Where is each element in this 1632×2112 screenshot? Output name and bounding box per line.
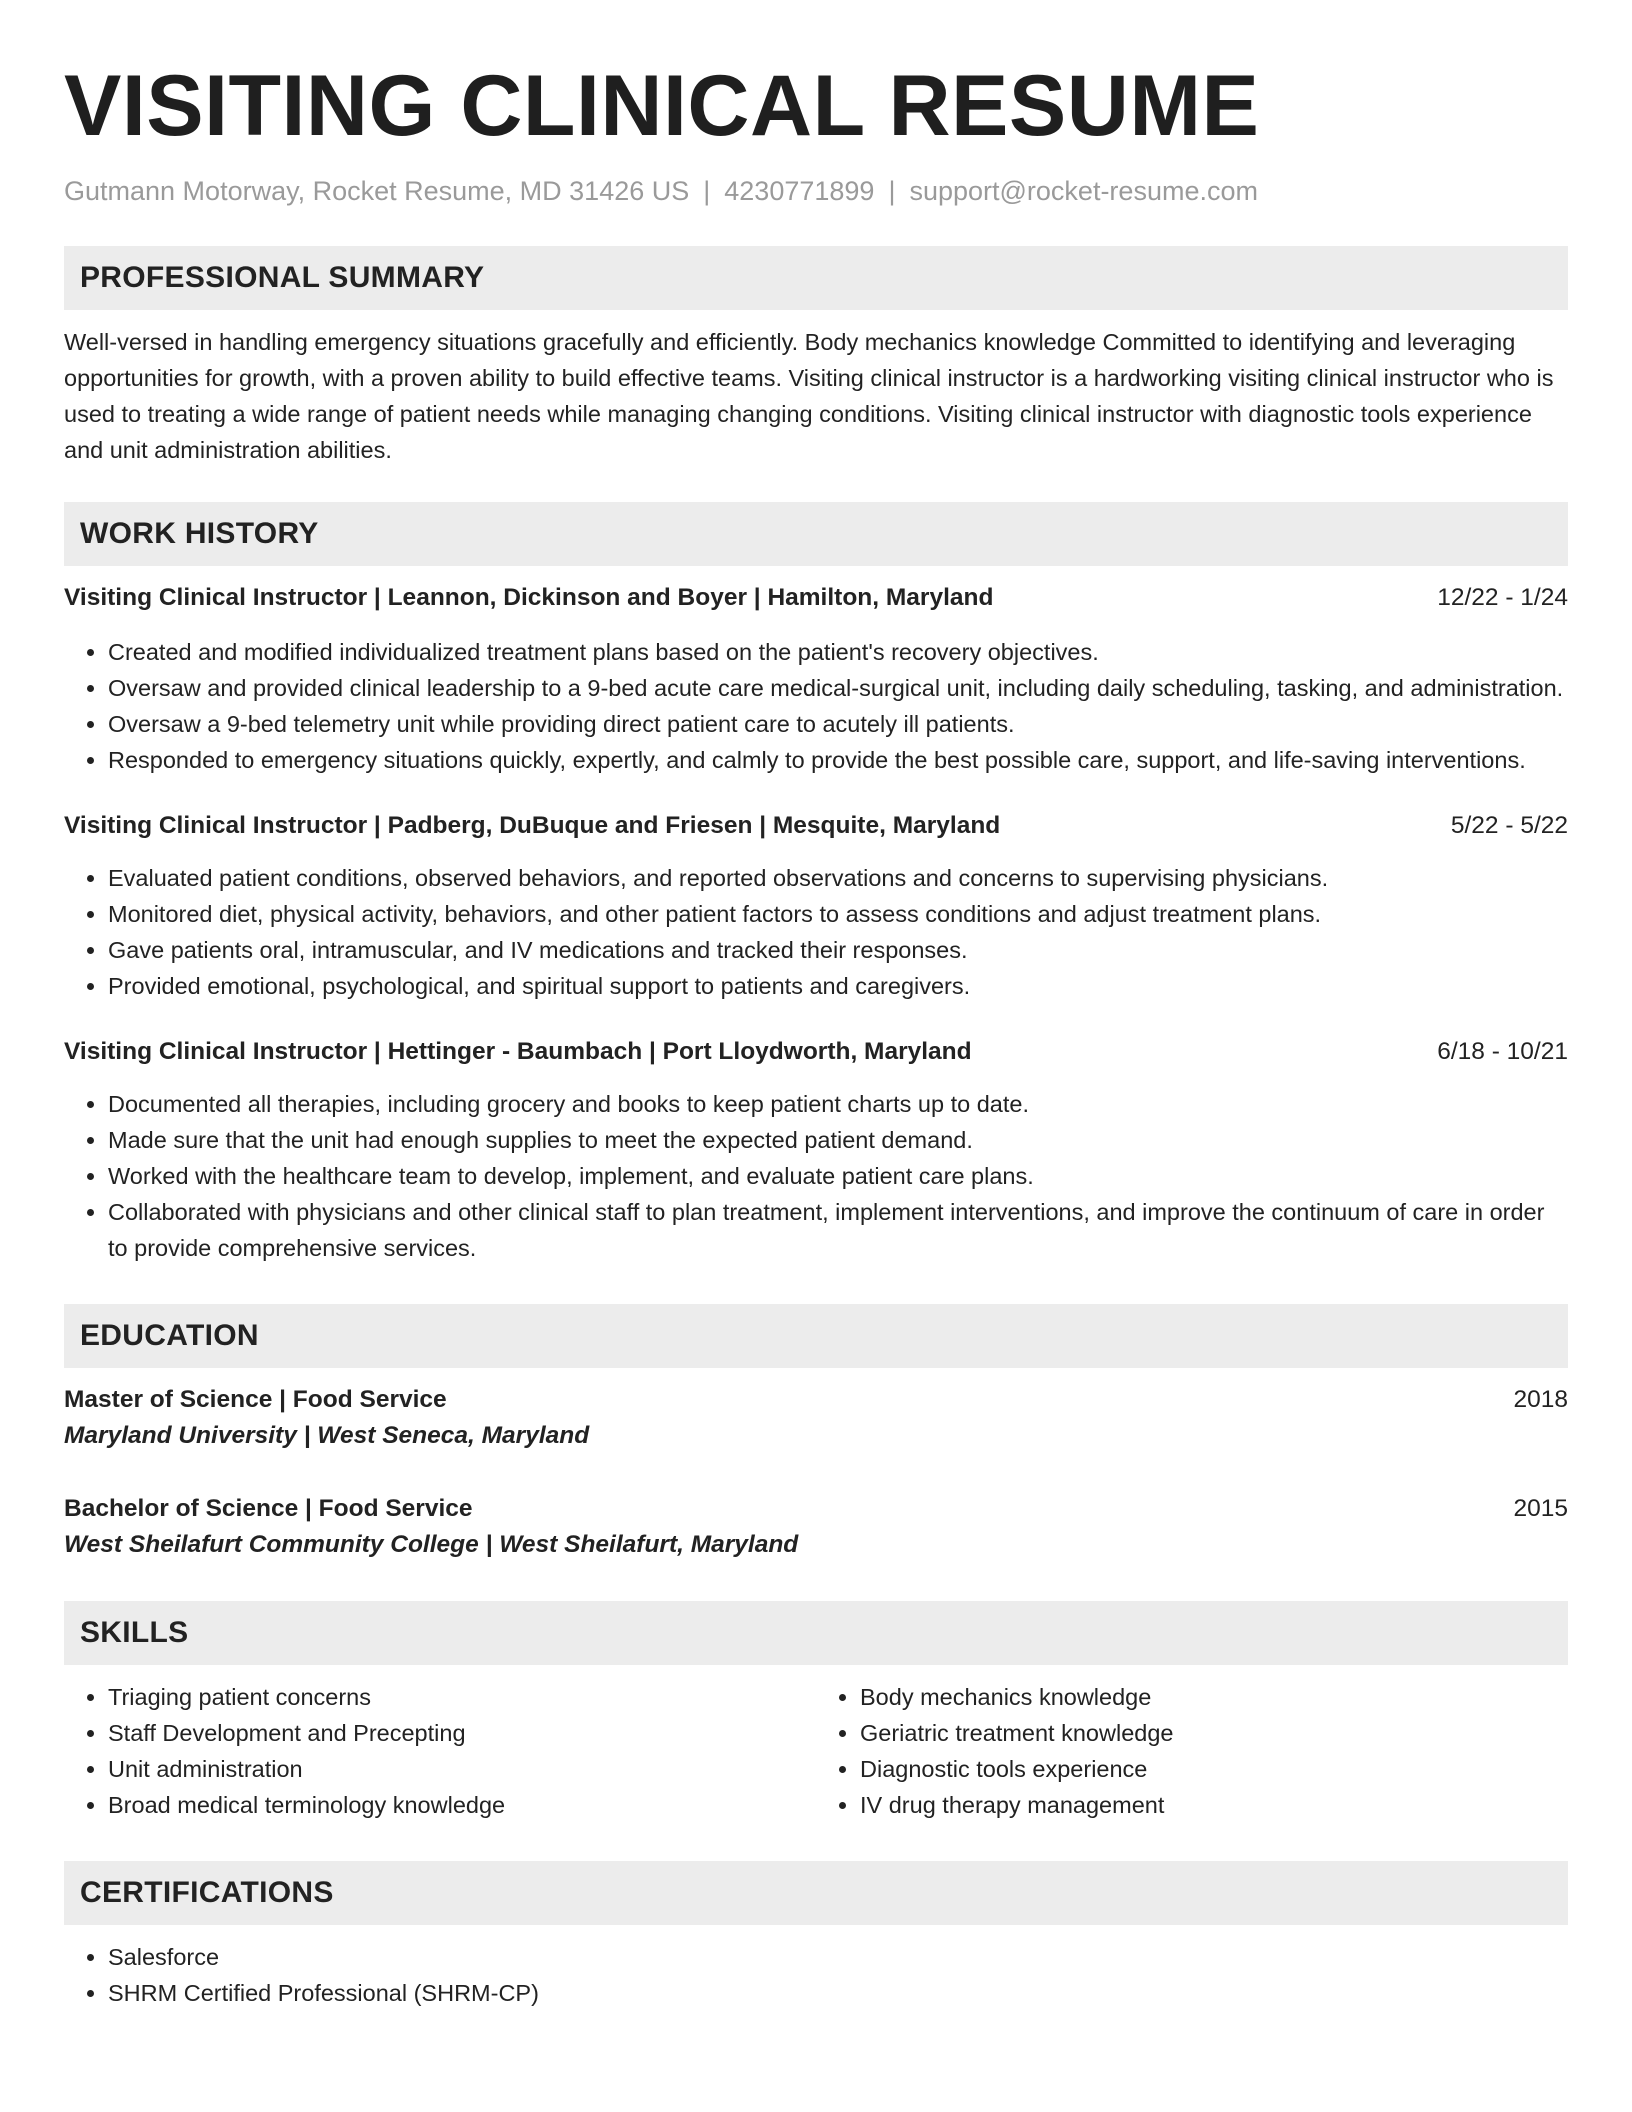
- job-bullets: [64, 860, 1568, 1004]
- section-heading-summary: PROFESSIONAL SUMMARY: [64, 246, 1568, 310]
- skill-item: • IV drug therapy management: [860, 1787, 1568, 1823]
- certifications-list: [64, 1939, 1568, 2011]
- education-school: Maryland University | West Seneca, Maryland: [64, 1422, 590, 1449]
- job-date: 12/22 - 1/24: [1437, 584, 1568, 611]
- job-bullets: [64, 1086, 1568, 1266]
- job-bullet: • Monitored diet, physical activity, behaviors, and other patient factors to assess conditions and adjust treatment plans.: [108, 896, 1568, 932]
- education-header: [64, 1491, 1568, 1527]
- skill-item: • Staff Development and Precepting: [108, 1715, 816, 1751]
- contact-phone: 4230771899: [724, 176, 875, 206]
- skill-item: • Diagnostic tools experience: [860, 1751, 1568, 1787]
- summary-text: Well-versed in handling emergency situations gracefully and efficiently. Body mechanics knowledge Committed to identifying and leveraging opportunities for growth, with a proven ability to build effective teams. Visiting clinical instructor is a hardworking visiting clinical instructor who is used to treating a wide range of patient needs while managing changing conditions. Visiting clinical instructor with diagnostic tools experience and unit administration abilities.: [64, 329, 1554, 463]
- education-entry: [64, 1382, 1568, 1454]
- skills-column-left: [64, 1679, 816, 1823]
- resume-title: VISITING CLINICAL RESUME: [64, 58, 1260, 154]
- skill-item: • Unit administration: [108, 1751, 816, 1787]
- skill-item: • Broad medical terminology knowledge: [108, 1787, 816, 1823]
- certification-item: • SHRM Certified Professional (SHRM-CP): [108, 1975, 1568, 2011]
- job-entry: [64, 1034, 1568, 1266]
- contact-line: [64, 174, 1568, 208]
- education-year: 2015: [1513, 1495, 1568, 1522]
- section-heading-education: EDUCATION: [64, 1304, 1568, 1368]
- job-title: Visiting Clinical Instructor | Hettinger - Baumbach | Port Lloydworth, Maryland: [64, 1038, 972, 1065]
- skills-column-right: [816, 1679, 1568, 1823]
- job-bullet: • Oversaw a 9-bed telemetry unit while providing direct patient care to acutely ill patients.: [108, 706, 1568, 742]
- job-date: 5/22 - 5/22: [1450, 812, 1568, 839]
- job-date: 6/18 - 10/21: [1437, 1038, 1568, 1065]
- certification-item: • Salesforce: [108, 1939, 1568, 1975]
- job-bullets: [64, 634, 1568, 778]
- job-entry: [64, 580, 1568, 778]
- skills-list: [64, 1679, 1568, 1823]
- contact-separator: |: [888, 176, 896, 206]
- job-bullet: • Responded to emergency situations quickly, expertly, and calmly to provide the best possible care, support, and life-saving interventions.: [108, 742, 1568, 778]
- skill-item: • Geriatric treatment knowledge: [860, 1715, 1568, 1751]
- job-header: [64, 808, 1568, 844]
- contact-separator: |: [703, 176, 711, 206]
- job-bullet: • Documented all therapies, including grocery and books to keep patient charts up to date.: [108, 1086, 1568, 1122]
- skill-item: • Body mechanics knowledge: [860, 1679, 1568, 1715]
- section-heading-skills: SKILLS: [64, 1601, 1568, 1665]
- contact-address: Gutmann Motorway, Rocket Resume, MD 31426 US: [64, 176, 690, 206]
- section-heading-work-history: WORK HISTORY: [64, 502, 1568, 566]
- job-title: Visiting Clinical Instructor | Leannon, Dickinson and Boyer | Hamilton, Maryland: [64, 584, 994, 611]
- job-bullet: • Created and modified individualized treatment plans based on the patient's recovery objectives.: [108, 634, 1568, 670]
- education-header: [64, 1382, 1568, 1418]
- skill-item: • Triaging patient concerns: [108, 1679, 816, 1715]
- job-bullet: • Evaluated patient conditions, observed behaviors, and reported observations and concerns to supervising physicians.: [108, 860, 1568, 896]
- job-bullet: • Oversaw and provided clinical leadership to a 9-bed acute care medical-surgical unit, including daily scheduling, tasking, and administration.: [108, 670, 1568, 706]
- job-header: [64, 1034, 1568, 1070]
- education-year: 2018: [1513, 1386, 1568, 1413]
- education-degree: Master of Science | Food Service: [64, 1386, 447, 1413]
- job-bullet: • Made sure that the unit had enough supplies to meet the expected patient demand.: [108, 1122, 1568, 1158]
- job-entry: [64, 808, 1568, 1004]
- section-heading-certifications: CERTIFICATIONS: [64, 1861, 1568, 1925]
- education-school: West Sheilafurt Community College | West Sheilafurt, Maryland: [64, 1531, 799, 1558]
- job-title: Visiting Clinical Instructor | Padberg, DuBuque and Friesen | Mesquite, Maryland: [64, 812, 1001, 839]
- job-bullet: • Collaborated with physicians and other clinical staff to plan treatment, implement interventions, and improve the continuum of care in order to provide comprehensive services.: [108, 1194, 1568, 1266]
- education-entry: [64, 1491, 1568, 1563]
- job-bullet: • Worked with the healthcare team to develop, implement, and evaluate patient care plans.: [108, 1158, 1568, 1194]
- job-bullet: • Provided emotional, psychological, and spiritual support to patients and caregivers.: [108, 968, 1568, 1004]
- job-header: [64, 580, 1568, 616]
- job-bullet: • Gave patients oral, intramuscular, and IV medications and tracked their responses.: [108, 932, 1568, 968]
- contact-email: support@rocket-resume.com: [909, 176, 1258, 206]
- education-degree: Bachelor of Science | Food Service: [64, 1495, 473, 1522]
